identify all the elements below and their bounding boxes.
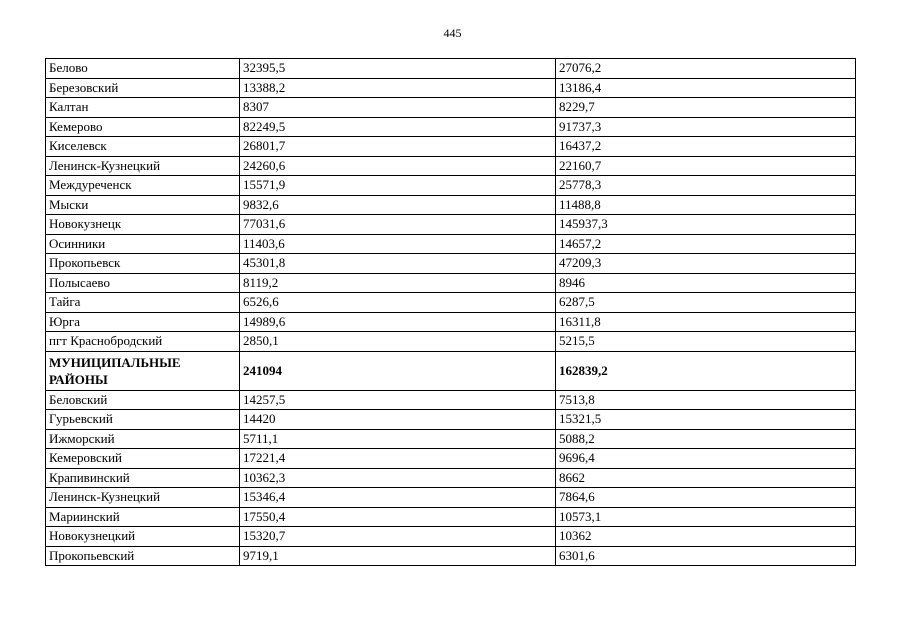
table-row: [46, 215, 856, 235]
cell-name: Новокузнецкий: [46, 527, 240, 547]
cell-name: Новокузнецк: [46, 215, 240, 235]
cell-name: МУНИЦИПАЛЬНЫЕ РАЙОНЫ: [46, 351, 240, 390]
cell-value-1: 24260,6: [240, 156, 556, 176]
table-row: [46, 254, 856, 274]
cell-name: пгт Краснобродский: [46, 332, 240, 352]
cell-value-1: 82249,5: [240, 117, 556, 137]
table-body: [46, 59, 856, 566]
cell-value-1: 14989,6: [240, 312, 556, 332]
cell-value-1: 8119,2: [240, 273, 556, 293]
data-table: [45, 58, 856, 566]
cell-name: Киселевск: [46, 137, 240, 157]
cell-name: Ленинск-Кузнецкий: [46, 488, 240, 508]
cell-name: Полысаево: [46, 273, 240, 293]
table-row: [46, 488, 856, 508]
table-row: [46, 293, 856, 313]
cell-value-1: 15320,7: [240, 527, 556, 547]
cell-name: Междуреченск: [46, 176, 240, 196]
cell-value-1: 15346,4: [240, 488, 556, 508]
table-row: [46, 332, 856, 352]
cell-value-1: 32395,5: [240, 59, 556, 79]
cell-name: Осинники: [46, 234, 240, 254]
cell-value-1: 13388,2: [240, 78, 556, 98]
cell-value-1: 241094: [240, 351, 556, 390]
cell-name: Юрга: [46, 312, 240, 332]
cell-value-2: 6301,6: [556, 546, 856, 566]
table-row: [46, 429, 856, 449]
cell-value-2: 8662: [556, 468, 856, 488]
cell-name: Гурьевский: [46, 410, 240, 430]
cell-value-2: 7513,8: [556, 390, 856, 410]
cell-name: Тайга: [46, 293, 240, 313]
cell-value-2: 15321,5: [556, 410, 856, 430]
cell-value-2: 145937,3: [556, 215, 856, 235]
page-number: 445: [443, 26, 462, 40]
cell-value-1: 17550,4: [240, 507, 556, 527]
cell-value-2: 14657,2: [556, 234, 856, 254]
table-row: [46, 234, 856, 254]
cell-value-2: 8229,7: [556, 98, 856, 118]
cell-value-2: 8946: [556, 273, 856, 293]
cell-value-1: 15571,9: [240, 176, 556, 196]
table-row: [46, 527, 856, 547]
table-row: [46, 410, 856, 430]
cell-value-2: 10573,1: [556, 507, 856, 527]
table-row-section-header: [46, 351, 856, 390]
cell-value-1: 14420: [240, 410, 556, 430]
cell-value-1: 9719,1: [240, 546, 556, 566]
cell-value-2: 25778,3: [556, 176, 856, 196]
cell-value-2: 13186,4: [556, 78, 856, 98]
table-row: [46, 195, 856, 215]
cell-name: Мариинский: [46, 507, 240, 527]
cell-value-2: 5215,5: [556, 332, 856, 352]
cell-value-1: 5711,1: [240, 429, 556, 449]
cell-value-1: 77031,6: [240, 215, 556, 235]
cell-value-1: 10362,3: [240, 468, 556, 488]
cell-name: Белово: [46, 59, 240, 79]
cell-value-2: 162839,2: [556, 351, 856, 390]
cell-value-2: 9696,4: [556, 449, 856, 469]
cell-value-2: 11488,8: [556, 195, 856, 215]
table-row: [46, 137, 856, 157]
cell-value-2: 6287,5: [556, 293, 856, 313]
cell-name: Ленинск-Кузнецкий: [46, 156, 240, 176]
cell-value-2: 22160,7: [556, 156, 856, 176]
cell-value-2: 16311,8: [556, 312, 856, 332]
table-row: [46, 176, 856, 196]
cell-value-1: 26801,7: [240, 137, 556, 157]
cell-name: Кемерово: [46, 117, 240, 137]
cell-value-2: 5088,2: [556, 429, 856, 449]
table-row: [46, 98, 856, 118]
cell-value-1: 2850,1: [240, 332, 556, 352]
cell-name: Березовский: [46, 78, 240, 98]
table-row: [46, 273, 856, 293]
cell-name: Беловский: [46, 390, 240, 410]
table-row: [46, 507, 856, 527]
cell-value-1: 17221,4: [240, 449, 556, 469]
cell-value-2: 27076,2: [556, 59, 856, 79]
table-row: [46, 546, 856, 566]
cell-name: Прокопьевск: [46, 254, 240, 274]
cell-value-2: 10362: [556, 527, 856, 547]
cell-value-2: 91737,3: [556, 117, 856, 137]
cell-value-2: 7864,6: [556, 488, 856, 508]
cell-value-2: 16437,2: [556, 137, 856, 157]
table-row: [46, 449, 856, 469]
table-row: [46, 156, 856, 176]
cell-value-1: 14257,5: [240, 390, 556, 410]
cell-name: Ижморский: [46, 429, 240, 449]
table-row: [46, 390, 856, 410]
cell-name: Крапивинский: [46, 468, 240, 488]
table-row: [46, 468, 856, 488]
table-row: [46, 78, 856, 98]
cell-value-1: 8307: [240, 98, 556, 118]
cell-value-1: 6526,6: [240, 293, 556, 313]
cell-name: Мыски: [46, 195, 240, 215]
cell-name: Калтан: [46, 98, 240, 118]
table-row: [46, 59, 856, 79]
cell-value-1: 9832,6: [240, 195, 556, 215]
table-row: [46, 117, 856, 137]
cell-value-1: 45301,8: [240, 254, 556, 274]
cell-value-2: 47209,3: [556, 254, 856, 274]
cell-name: Кемеровский: [46, 449, 240, 469]
cell-value-1: 11403,6: [240, 234, 556, 254]
cell-name: Прокопьевский: [46, 546, 240, 566]
table-row: [46, 312, 856, 332]
